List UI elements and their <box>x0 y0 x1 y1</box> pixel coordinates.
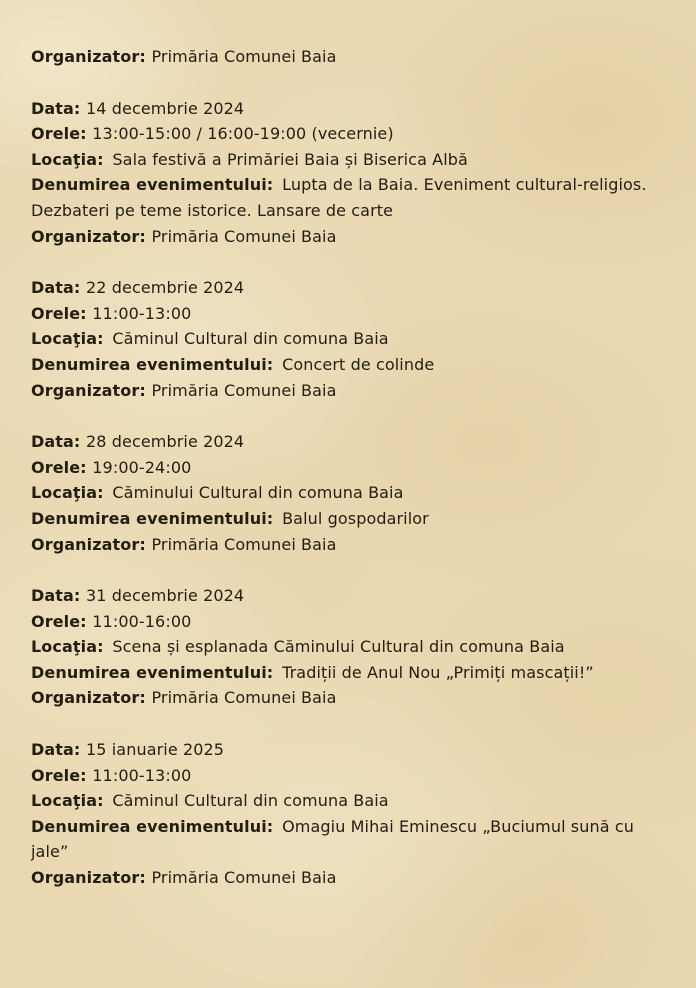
field-label-denumirea: Denumirea evenimentului: <box>31 175 274 195</box>
event-title-line <box>31 506 668 532</box>
field-label-organizator: Organizator: <box>31 380 146 400</box>
event-location-value: Căminului Cultural din comuna Baia <box>112 483 404 503</box>
event-hours-line <box>31 301 668 327</box>
event-hours-line <box>31 121 668 147</box>
event-organizer-value: Primăria Comunei Baia <box>151 534 337 554</box>
field-label-denumirea: Denumirea evenimentului: <box>31 508 274 528</box>
event-title-value: Lupta de la Baia. Eveniment cultural-religios. Dezbateri pe teme istorice. Lansare de carte <box>31 175 647 220</box>
event-date-line <box>31 429 668 455</box>
event-hours-value: 11:00-13:00 <box>92 765 192 785</box>
field-label-orele: Orele: <box>31 124 87 144</box>
field-label-data: Data: <box>31 98 81 118</box>
event-date-line <box>31 275 668 301</box>
event-hours-value: 13:00-15:00 / 16:00-19:00 (vecernie) <box>92 124 394 144</box>
field-label-data: Data: <box>31 740 81 760</box>
field-label-organizator: Organizator: <box>31 534 146 554</box>
event-title-line <box>31 172 668 223</box>
field-label-locatia: Locaţia: <box>31 149 104 169</box>
field-label-organizator: Organizator: <box>31 688 146 708</box>
event-date-value: 31 decembrie 2024 <box>86 586 245 606</box>
field-label-organizator: Organizator: <box>31 47 146 66</box>
event-hours-value: 19:00-24:00 <box>92 457 192 477</box>
event-organizer-line <box>31 865 668 891</box>
field-label-denumirea: Denumirea evenimentului: <box>31 354 274 374</box>
event-date-line <box>31 96 668 122</box>
field-label-data: Data: <box>31 586 81 606</box>
event-title-value: Omagiu Mihai Eminescu „Buciumul sună cu jale” <box>31 816 634 862</box>
field-label-locatia: Locaţia: <box>31 637 104 657</box>
event-date-value: 22 decembrie 2024 <box>86 278 245 298</box>
event-title-line <box>31 814 668 865</box>
event-organizer-value: Primăria Comunei Baia <box>151 226 337 246</box>
event-organizer-value: Primăria Comunei Baia <box>151 688 337 708</box>
event-title-line <box>31 660 668 686</box>
event-block-3 <box>31 429 668 557</box>
event-organizer-value: Primăria Comunei Baia <box>151 380 337 400</box>
event-organizer-line <box>31 224 668 250</box>
event-organizer-line <box>31 532 668 558</box>
event-date-value: 15 ianuarie 2025 <box>86 740 225 760</box>
event-location-value: Căminul Cultural din comuna Baia <box>112 329 389 349</box>
event-organizer-value: Primăria Comunei Baia <box>151 868 337 888</box>
field-label-data: Data: <box>31 278 81 298</box>
event-title-value: Tradiții de Anul Nou „Primiți mascații!” <box>282 662 594 682</box>
event-date-value: 14 decembrie 2024 <box>86 98 245 118</box>
event-date-line <box>31 583 668 609</box>
event-block-2 <box>31 275 668 403</box>
event-title-line <box>31 352 668 378</box>
event-hours-line <box>31 455 668 481</box>
event-location-value: Căminul Cultural din comuna Baia <box>112 791 389 811</box>
field-label-denumirea: Denumirea evenimentului: <box>31 662 274 682</box>
field-label-orele: Orele: <box>31 457 87 477</box>
organizer-value: Primăria Comunei Baia <box>151 47 337 66</box>
event-hours-value: 11:00-13:00 <box>92 303 192 323</box>
field-label-organizator: Organizator: <box>31 226 146 246</box>
event-hours-line <box>31 763 668 789</box>
event-location-line <box>31 788 668 814</box>
event-date-value: 28 decembrie 2024 <box>86 432 245 452</box>
event-location-value: Sala festivă a Primăriei Baia și Biserica Albă <box>112 149 468 169</box>
event-date-line <box>31 737 668 763</box>
event-block-1 <box>31 96 668 250</box>
field-label-organizator: Organizator: <box>31 868 146 888</box>
event-location-line <box>31 634 668 660</box>
event-organizer-line <box>31 685 668 711</box>
event-location-line <box>31 326 668 352</box>
field-label-locatia: Locaţia: <box>31 329 104 349</box>
event-organizer-line <box>31 378 668 404</box>
field-label-locatia: Locaţia: <box>31 483 104 503</box>
field-label-locatia: Locaţia: <box>31 791 104 811</box>
field-label-orele: Orele: <box>31 611 87 631</box>
event-block-5 <box>31 737 668 891</box>
event-block-4 <box>31 583 668 711</box>
field-label-orele: Orele: <box>31 303 87 323</box>
event-location-line <box>31 480 668 506</box>
event-location-line <box>31 147 668 173</box>
event-title-value: Concert de colinde <box>282 354 435 374</box>
header-organizer-line <box>31 44 668 70</box>
event-hours-line <box>31 609 668 635</box>
event-location-value: Scena și esplanada Căminului Cultural din comuna Baia <box>112 637 565 657</box>
event-hours-value: 11:00-16:00 <box>92 611 192 631</box>
field-label-denumirea: Denumirea evenimentului: <box>31 816 274 836</box>
field-label-orele: Orele: <box>31 765 87 785</box>
event-title-value: Balul gospodarilor <box>282 508 429 528</box>
field-label-data: Data: <box>31 432 81 452</box>
